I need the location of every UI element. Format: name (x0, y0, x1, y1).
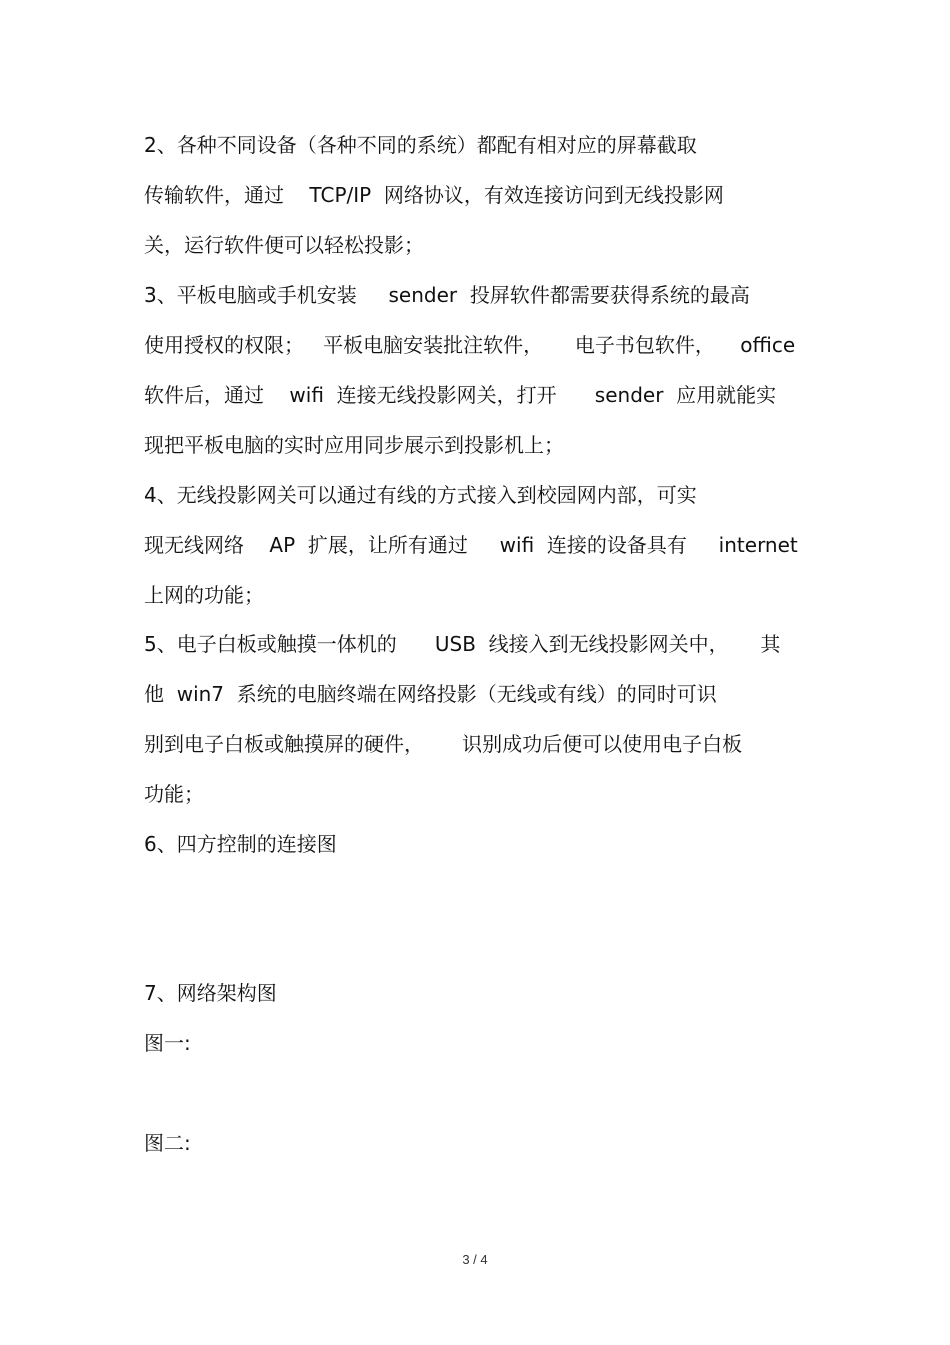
section-6-heading: 6、四方控制的连接图 (144, 832, 337, 856)
paragraph-5-line-3: 别到电子白板或触摸屏的硬件， 识别成功后便可以使用电子白板 (144, 732, 743, 756)
paragraph-4-line-3: 上网的功能； (144, 583, 264, 607)
paragraph-3-line-4: 现把平板电脑的实时应用同步展示到投影机上； (144, 433, 564, 457)
paragraph-5-line-2: 他 win7 系统的电脑终端在网络投影（无线或有线）的同时可识 (144, 682, 717, 706)
paragraph-2-line-3: 关，运行软件便可以轻松投影； (144, 233, 424, 257)
paragraph-4-line-1: 4、无线投影网关可以通过有线的方式接入到校园网内部，可实 (144, 483, 697, 507)
page-number: 3 / 4 (462, 1252, 488, 1267)
paragraph-5-line-1: 5、电子白板或触摸一体机的 USB 线接入到无线投影网关中， 其 (144, 632, 781, 656)
paragraph-5-line-4: 功能； (144, 782, 204, 806)
figure-1-label: 图一: (144, 1031, 191, 1055)
paragraph-3-line-2: 使用授权的权限； 平板电脑安装批注软件， 电子书包软件， office (144, 333, 796, 357)
paragraph-2-line-2: 传输软件，通过 TCP/IP 网络协议，有效连接访问到无线投影网 (144, 183, 724, 207)
paragraph-3-line-3: 软件后，通过 wifi 连接无线投影网关，打开 sender 应用就能实 (144, 383, 777, 407)
figure-2-label: 图二: (144, 1131, 191, 1155)
paragraph-4-line-2: 现无线网络 AP 扩展，让所有通过 wifi 连接的设备具有 internet (144, 533, 798, 557)
paragraph-2-line-1: 2、各种不同设备（各种不同的系统）都配有相对应的屏幕截取 (144, 133, 697, 157)
paragraph-3-line-1: 3、平板电脑或手机安装 sender 投屏软件都需要获得系统的最高 (144, 283, 750, 307)
section-7-heading: 7、网络架构图 (144, 981, 277, 1005)
